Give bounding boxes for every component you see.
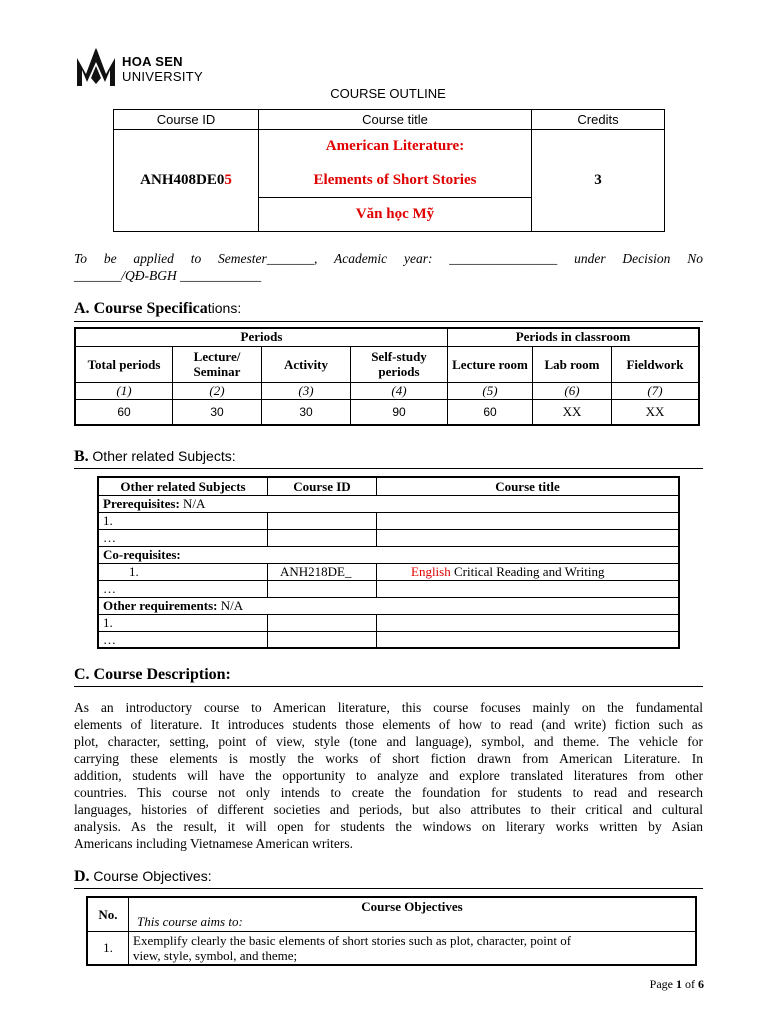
university-name-line1: HOA SEN bbox=[122, 54, 183, 69]
header-lecture-seminar: Lecture/ Seminar bbox=[173, 346, 262, 382]
header-course-title: Course title bbox=[377, 477, 680, 495]
objectives-title: Course Objectives bbox=[361, 899, 463, 914]
other-item: … bbox=[98, 631, 268, 648]
value-lab-room: XX bbox=[533, 399, 612, 425]
value-lecture-room: 60 bbox=[448, 399, 533, 425]
value-total-periods: 60 bbox=[75, 399, 173, 425]
course-spec-table bbox=[74, 327, 700, 426]
doc-title: COURSE OUTLINE bbox=[330, 86, 446, 101]
description-line: addition, students will have the opportunity to analyze and explore translated literatures from other bbox=[74, 768, 703, 783]
course-info-table bbox=[113, 109, 665, 232]
header-no: No. bbox=[87, 897, 129, 931]
col-num: (3) bbox=[262, 382, 351, 399]
description-line: carrying these elements is mostly the works of short fiction drawn from American Literature. In bbox=[74, 751, 703, 766]
credits-value: 3 bbox=[532, 130, 665, 232]
course-description bbox=[74, 699, 703, 852]
group-periods: Periods bbox=[75, 328, 448, 346]
header-total-periods: Total periods bbox=[75, 346, 173, 382]
course-id-cell: ANH408DE05 bbox=[114, 130, 259, 232]
col-num: (1) bbox=[75, 382, 173, 399]
applied-line-2: _______/QĐ-BGH ____________ bbox=[74, 268, 262, 283]
university-logo bbox=[74, 44, 118, 88]
coreq-item-no: 1. bbox=[98, 563, 268, 580]
prerequisites-row: Prerequisites: N/A bbox=[98, 495, 679, 512]
objectives-aims: This course aims to: bbox=[137, 914, 243, 929]
section-a-heading: A. Course Specifications: bbox=[74, 300, 242, 317]
header-objectives bbox=[129, 897, 697, 931]
col-num: (5) bbox=[448, 382, 533, 399]
description-line: elements of literature. It introduces students those elements of how to read (and write) fiction such as bbox=[74, 717, 703, 732]
related-subjects-table bbox=[97, 476, 680, 649]
applied-line-1: To be applied to Semester_______, Academic year: ________________ under Decision No bbox=[74, 251, 703, 266]
course-title-vietnamese: Văn học Mỹ bbox=[259, 198, 532, 232]
university-name-line2: UNIVERSITY bbox=[122, 69, 204, 84]
header-lab-room: Lab room bbox=[533, 346, 612, 382]
value-lecture: 30 bbox=[173, 399, 262, 425]
course-objectives-table bbox=[86, 896, 697, 966]
coreq-item: … bbox=[98, 580, 268, 597]
value-self-study: 90 bbox=[351, 399, 448, 425]
lotus-logo-icon bbox=[74, 44, 118, 88]
header-fieldwork: Fieldwork bbox=[612, 346, 700, 382]
description-line: As an introductory course to American literature, this course focuses mainly on the fundamental bbox=[74, 700, 703, 715]
description-line: languages, histories of different societies and periods, but also attributes to their critical and cultural bbox=[74, 802, 703, 817]
coreq-item-id: ANH218DE_ bbox=[268, 563, 377, 580]
col-credits: Credits bbox=[532, 110, 665, 130]
coreq-item-title: English Critical Reading and Writing bbox=[377, 563, 680, 580]
col-num: (4) bbox=[351, 382, 448, 399]
header-activity: Activity bbox=[262, 346, 351, 382]
corequisites-row: Co-requisites: bbox=[98, 546, 679, 563]
header-course-id: Course ID bbox=[268, 477, 377, 495]
col-course-id: Course ID bbox=[114, 110, 259, 130]
description-line: plot, character, setting, point of view, style (tone and language), symbol, and theme. The vehicle for bbox=[74, 734, 703, 749]
col-num: (7) bbox=[612, 382, 700, 399]
header-self-study: Self-study periods bbox=[351, 346, 448, 382]
prereq-item: 1. bbox=[98, 512, 268, 529]
value-activity: 30 bbox=[262, 399, 351, 425]
other-requirements-row: Other requirements: N/A bbox=[98, 597, 679, 614]
header-related-subjects: Other related Subjects bbox=[98, 477, 268, 495]
description-line: countries. This course not only intends to create the foundation for students to read and research bbox=[74, 785, 703, 800]
course-title-line2: Elements of Short Stories bbox=[259, 164, 532, 198]
group-classroom: Periods in classroom bbox=[448, 328, 700, 346]
value-fieldwork: XX bbox=[612, 399, 700, 425]
description-line: Americans including Vietnamese American writers. bbox=[74, 836, 353, 851]
col-num: (6) bbox=[533, 382, 612, 399]
section-d-heading: D. Course Objectives: bbox=[74, 868, 212, 885]
page-indicator: Page 1 of 6 bbox=[649, 977, 704, 991]
other-item: 1. bbox=[98, 614, 268, 631]
prereq-item: … bbox=[98, 529, 268, 546]
col-course-title: Course title bbox=[259, 110, 532, 130]
col-num: (2) bbox=[173, 382, 262, 399]
section-c-heading: C. Course Description: bbox=[74, 666, 231, 683]
objective-text: Exemplify clearly the basic elements of short stories such as plot, character, point of view, style, symbol, and theme; bbox=[129, 931, 697, 965]
objective-no: 1. bbox=[87, 931, 129, 965]
header-lecture-room: Lecture room bbox=[448, 346, 533, 382]
description-line: analysis. As the result, it will open for students the windows on literary works written by Asian bbox=[74, 819, 703, 834]
section-b-heading: B. Other related Subjects: bbox=[74, 448, 236, 465]
course-title-line1: American Literature: bbox=[259, 130, 532, 164]
